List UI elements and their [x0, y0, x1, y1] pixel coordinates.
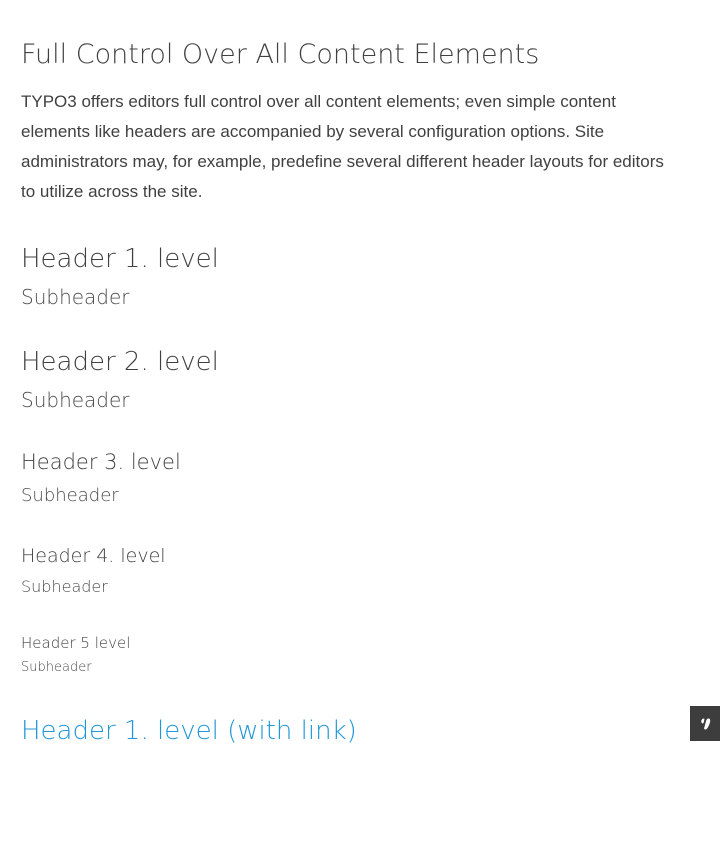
header-example-level-2 — [21, 346, 668, 413]
header-level-1: Header 1. level — [21, 244, 219, 274]
header-example-level-1 — [21, 243, 668, 310]
subheader-level-4: Subheader — [21, 577, 108, 596]
header-level-3: Header 3. level — [21, 450, 181, 474]
header-level-4: Header 4. level — [21, 545, 166, 567]
subheader-level-3: Subheader — [21, 485, 119, 506]
page-title: Full Control Over All Content Elements — [21, 39, 540, 70]
header-level-1-link[interactable]: Header 1. level (with link) — [21, 716, 357, 746]
subheader-level-1: Subheader — [21, 285, 130, 309]
typo3-logo-icon — [697, 716, 713, 732]
header-example-level-5 — [21, 633, 668, 676]
header-example-level-4 — [21, 544, 668, 597]
subheader-level-5: Subheader — [21, 660, 92, 675]
typo3-admin-panel-toggle[interactable] — [690, 706, 720, 741]
intro-paragraph: TYPO3 offers editors full control over all content elements; even simple content elements like headers are accompanied by several configuration options. Site administrators may, for example, predefine several different header layouts for editors to utilize across the site. — [21, 92, 664, 201]
header-example-with-link — [21, 715, 668, 747]
header-level-2: Header 2. level — [21, 347, 219, 377]
header-example-level-3 — [21, 449, 668, 508]
header-level-5: Header 5 level — [21, 634, 131, 652]
subheader-level-2: Subheader — [21, 388, 130, 412]
